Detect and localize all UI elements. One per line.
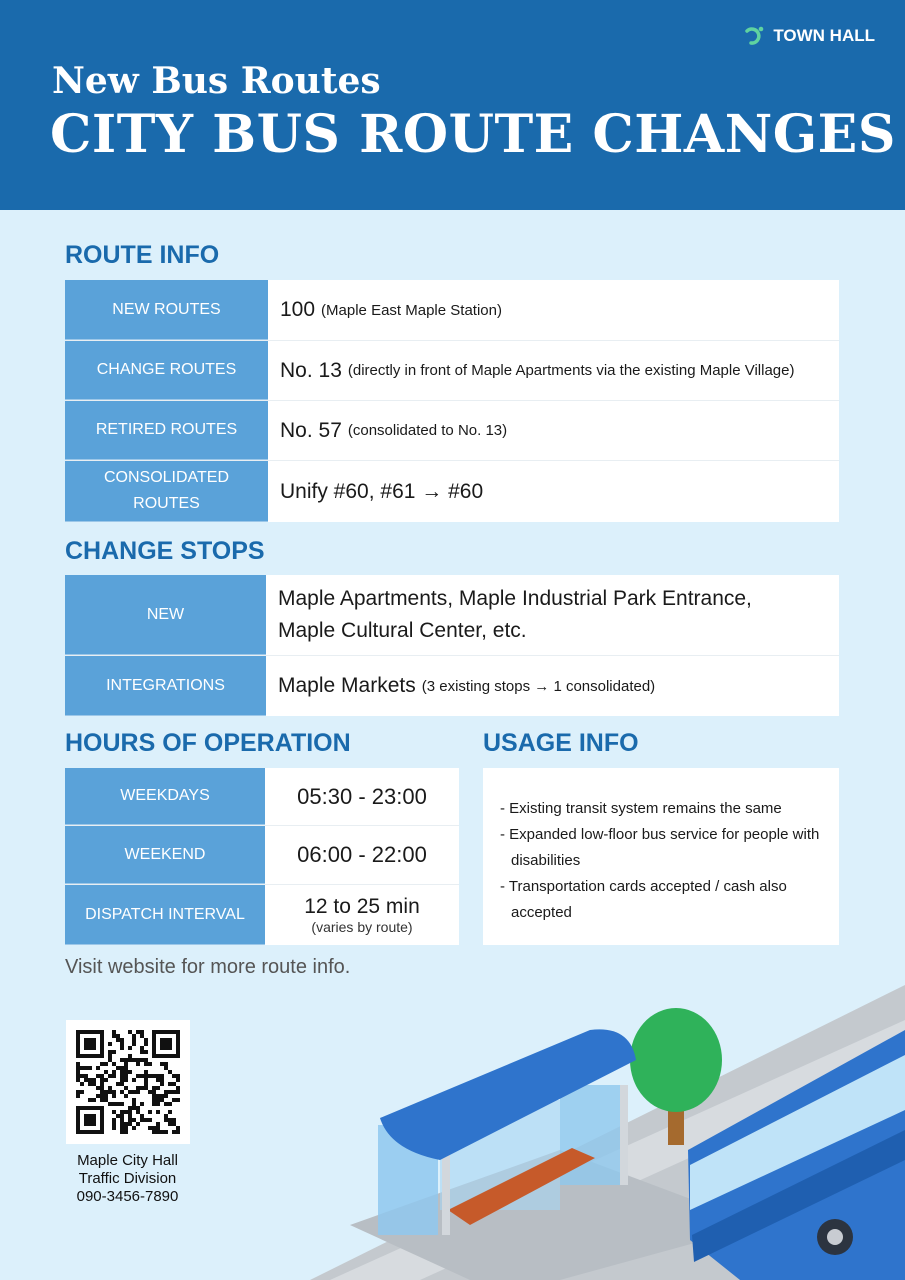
- route-number: Unify #60, #61 → #60: [280, 479, 484, 503]
- row-label: RETIRED ROUTES: [65, 401, 268, 460]
- route-note: (Maple East Maple Station): [321, 301, 502, 319]
- row-label: WEEKEND: [65, 826, 265, 884]
- row-label: CONSOLIDATED ROUTES: [65, 461, 268, 522]
- stop-note: (3 existing stops → 1 consolidated): [421, 677, 656, 695]
- website-note: Visit website for more route info.: [65, 956, 351, 978]
- page-subtitle: New Bus Routes: [52, 60, 381, 102]
- list-item: - Transportation cards accepted / cash also accepted: [500, 878, 787, 921]
- qr-code[interactable]: [66, 1020, 190, 1144]
- contact-info: [50, 1152, 205, 1206]
- row-label: DISPATCH INTERVAL: [65, 885, 265, 945]
- stop-list-line: Maple Apartments, Maple Industrial Park Entrance,: [278, 587, 752, 610]
- logo-text: TOWN HALL: [773, 26, 875, 45]
- stop-list-line: Maple Cultural Center, etc.: [278, 619, 527, 642]
- interval-value: 12 to 25 min: [304, 895, 420, 918]
- row-value: 05:30 - 23:00: [297, 783, 427, 809]
- contact-org: Maple City Hall: [77, 1152, 178, 1169]
- change-stops-heading: CHANGE STOPS: [65, 537, 265, 565]
- contact-division: Traffic Division: [78, 1170, 177, 1187]
- list-item: - Expanded low-floor bus service for people with disabilities: [500, 826, 820, 869]
- row-label: CHANGE ROUTES: [65, 341, 268, 400]
- row-label: NEW: [65, 575, 266, 655]
- shelter-post: [620, 1085, 628, 1185]
- route-number: No. 13: [280, 358, 342, 382]
- route-note: (directly in front of Maple Apartments via the existing Maple Village): [347, 362, 795, 379]
- row-label: NEW ROUTES: [65, 280, 268, 340]
- hours-heading: HOURS OF OPERATION: [65, 729, 351, 757]
- usage-info-heading: USAGE INFO: [483, 729, 639, 757]
- route-number: No. 57: [280, 418, 342, 442]
- row-label: INTEGRATIONS: [65, 656, 266, 716]
- list-item: - Existing transit system remains the same: [500, 800, 782, 817]
- qr-code-icon: [76, 1030, 180, 1134]
- row-label: WEEKDAYS: [65, 768, 265, 825]
- route-number: 100: [280, 298, 316, 321]
- stop-name: Maple Markets: [278, 674, 416, 697]
- page-title: CITY BUS ROUTE CHANGES: [50, 104, 896, 165]
- route-note: (consolidated to No. 13): [347, 422, 508, 439]
- row-value: 06:00 - 22:00: [297, 842, 427, 867]
- interval-note: (varies by route): [311, 919, 413, 935]
- contact-phone: 090-3456-7890: [76, 1188, 179, 1205]
- tree-crown-icon: [630, 1008, 722, 1112]
- route-info-heading: ROUTE INFO: [65, 241, 220, 269]
